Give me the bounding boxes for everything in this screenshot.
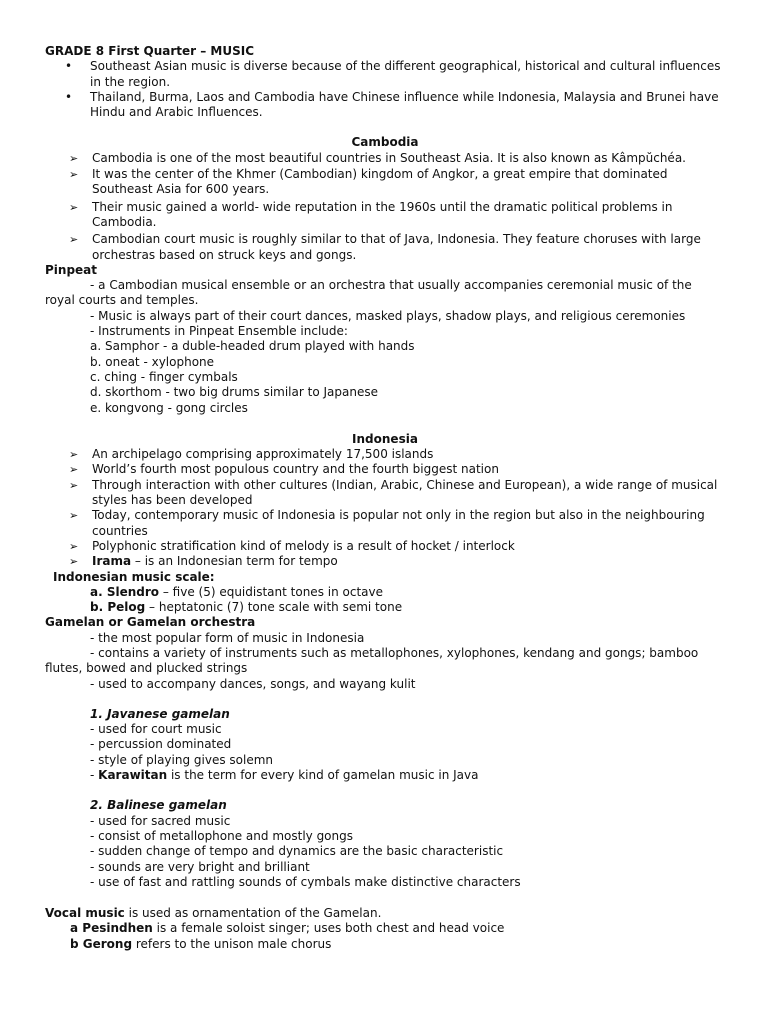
balinese-item: - sudden change of tempo and dynamics are the basic characteristic [90, 844, 504, 859]
arrow-bullet-icon: ➢ [69, 555, 79, 569]
gamelan-note: - used to accompany dances, songs, and wayang kulit [90, 676, 416, 691]
arrow-bullet-icon: ➢ [69, 478, 79, 492]
section-heading-indonesia: Indonesia [352, 431, 418, 446]
vocal-item: b Gerong refers to the unison male chorus [70, 936, 332, 951]
list-item: ➢ It was the center of the Khmer (Cambodian) kingdom of Angkor, a great empire that dominated Southeast Asia for 600 years. [69, 167, 668, 197]
list-item: ➢ Polyphonic stratification kind of melody is a result of hocket / interlock [69, 538, 515, 553]
arrow-bullet-icon: ➢ [69, 200, 79, 214]
javanese-item: - style of playing gives solemn [90, 752, 273, 767]
list-item: ➢ An archipelago comprising approximately 17,500 islands [69, 447, 434, 462]
javanese-heading: 1. Javanese gamelan [90, 706, 230, 721]
indonesia-list [45, 447, 725, 569]
document-page [45, 44, 725, 952]
list-item: ➢ World’s fourth most populous country and the fourth biggest nation [69, 462, 499, 477]
balinese-item: - use of fast and rattling sounds of cymbals make distinctive characters [90, 874, 521, 889]
list-item: • Southeast Asian music is diverse because of the different geographical, historical and cultural influences in the region. [65, 59, 721, 89]
list-item: ➢ Cambodian court music is roughly similar to that of Java, Indonesia. They feature choruses with large orchestras based on struck keys and gongs. [69, 232, 701, 262]
list-item: ➢ Cambodia is one of the most beautiful countries in Southeast Asia. It is also known as Kâmpŭchéa. [69, 150, 686, 165]
instrument-item: b. oneat - xylophone [90, 354, 215, 369]
javanese-item: - Karawitan is the term for every kind of gamelan music in Java [90, 768, 479, 783]
bullet-icon: • [65, 59, 73, 74]
intro-list [45, 59, 725, 120]
section-heading-gamelan: Gamelan or Gamelan orchestra [45, 615, 256, 630]
arrow-bullet-icon: ➢ [69, 539, 79, 553]
arrow-bullet-icon: ➢ [69, 233, 79, 247]
section-heading-cambodia: Cambodia [351, 135, 419, 150]
scale-item: b. Pelog – heptatonic (7) tone scale with semi tone [90, 600, 403, 615]
gamelan-note: - the most popular form of music in Indonesia [90, 630, 365, 645]
list-item: ➢ Their music gained a world- wide reputation in the 1960s until the dramatic political problems in Cambodia. [69, 199, 673, 229]
arrow-bullet-icon: ➢ [69, 168, 79, 182]
pinpeat-note: - Music is always part of their court dances, masked plays, shadow plays, and religious ceremonies [90, 308, 686, 323]
arrow-bullet-icon: ➢ [69, 463, 79, 477]
bullet-icon: • [65, 89, 73, 104]
arrow-bullet-icon: ➢ [69, 448, 79, 462]
vocal-item: a Pesindhen is a female soloist singer; uses both chest and head voice [70, 921, 505, 936]
list-item: ➢ Through interaction with other cultures (Indian, Arabic, Chinese and European), a wide range of musical styles has been developed [69, 477, 718, 508]
arrow-bullet-icon: ➢ [69, 509, 79, 523]
scale-item: a. Slendro – five (5) equidistant tones in octave [90, 584, 383, 599]
instrument-item: c. ching - finger cymbals [90, 369, 238, 384]
cambodia-list [45, 151, 725, 263]
gamelan-note: - contains a variety of instruments such as metallophones, xylophones, kendang and gongs; bamboo flutes, bowed and plucked strings [45, 645, 699, 676]
document-title: GRADE 8 First Quarter – MUSIC [45, 44, 255, 58]
vocal-music-line: Vocal music is used as ornamentation of the Gamelan. [45, 906, 382, 921]
pinpeat-description: - a Cambodian musical ensemble or an orchestra that usually accompanies ceremonial music of the royal courts and temples. [45, 278, 692, 308]
section-heading-pinpeat: Pinpeat [45, 262, 98, 277]
list-item: • Thailand, Burma, Laos and Cambodia have Chinese influence while Indonesia, Malaysia and Brunei have Hindu and Arabic Influences. [65, 89, 719, 120]
list-item: ➢ Today, contemporary music of Indonesia is popular not only in the region but also in the neighbouring countries [69, 508, 705, 538]
scale-heading: Indonesian music scale: [53, 569, 215, 584]
balinese-item: - consist of metallophone and mostly gongs [90, 828, 353, 843]
instrument-item: d. skorthom - two big drums similar to Japanese [90, 385, 378, 400]
pinpeat-note: - Instruments in Pinpeat Ensemble include: [90, 324, 348, 339]
balinese-heading: 2. Balinese gamelan [90, 798, 227, 813]
arrow-bullet-icon: ➢ [69, 151, 79, 165]
list-item: ➢ Irama – is an Indonesian term for tempo [69, 554, 338, 569]
balinese-item: - used for sacred music [90, 813, 231, 828]
balinese-item: - sounds are very bright and brilliant [90, 859, 310, 874]
instrument-item: a. Samphor - a duble-headed drum played with hands [90, 339, 415, 354]
javanese-item: - percussion dominated [90, 737, 232, 752]
instrument-item: e. kongvong - gong circles [90, 400, 248, 415]
javanese-item: - used for court music [90, 722, 222, 737]
